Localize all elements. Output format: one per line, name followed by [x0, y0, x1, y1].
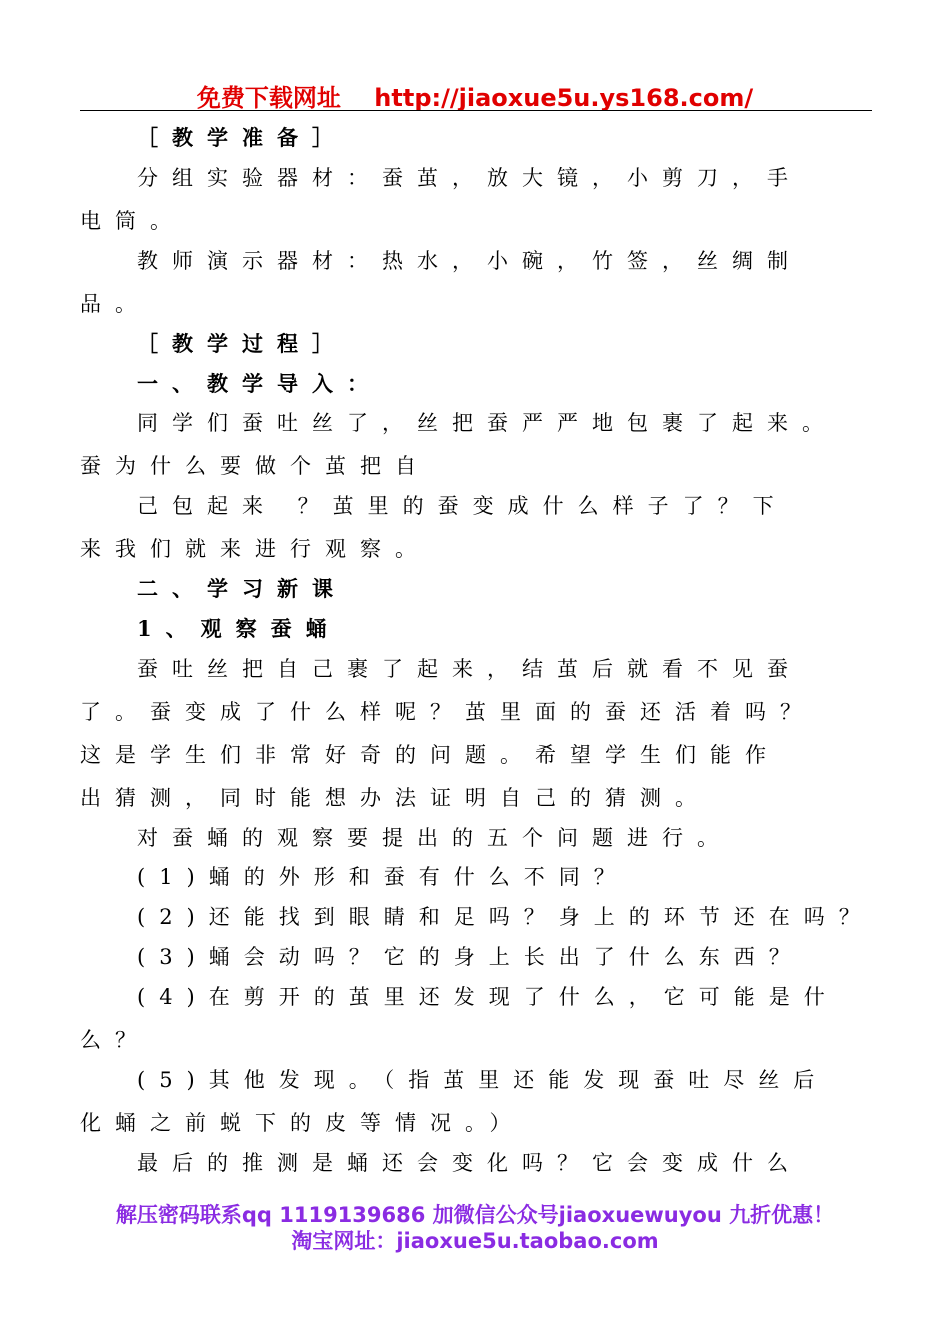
- text-line: 这是学生们非常好奇的问题。希望学生们能作: [80, 743, 780, 767]
- download-header: [0, 78, 950, 113]
- text-line: 教师演示器材：热水，小碗，竹签，丝绸制: [137, 249, 802, 273]
- question-5: (5)其他发现。（指茧里还能发现蚕吐尽丝后: [137, 1068, 829, 1092]
- text-line: 品。: [80, 292, 150, 316]
- text-line: 出猜测，同时能想办法证明自己的猜测。: [80, 786, 710, 810]
- text-line: 蚕为什么要做个茧把自: [80, 454, 430, 478]
- header-divider: [80, 110, 872, 111]
- text-line: 化蛹之前蜕下的皮等情况。）: [80, 1111, 525, 1135]
- question-2: (2)还能找到眼睛和足吗？身上的环节还在吗？: [137, 905, 874, 929]
- footer-taobao-link[interactable]: 淘宝网址：jiaoxue5u.taobao.com: [291, 1229, 659, 1253]
- text-line: 最后的推测是蛹还会变化吗？它会变成什么: [137, 1151, 802, 1175]
- subheading-introduction: 一、教学导入：: [137, 371, 382, 396]
- download-label: 免费下载网址: [196, 84, 341, 112]
- text-line: 分组实验器材：蚕茧，放大镜，小剪刀，手: [137, 166, 802, 190]
- text-line: 对蚕蛹的观察要提出的五个问题进行。: [137, 826, 732, 850]
- subheading-observe-pupa: 1、观察蚕蛹: [137, 616, 341, 641]
- question-1: (1)蛹的外形和蚕有什么不同？: [137, 865, 629, 889]
- text-line: 蚕吐丝把自己裹了起来，结茧后就看不见蚕: [137, 657, 802, 681]
- section-heading-preparation: ［教学准备］: [137, 125, 347, 150]
- footer-contact: 解压密码联系qq 1119139686 加微信公众号jiaoxuewuyou 九折优惠！: [115, 1203, 835, 1227]
- text-line: 么？: [80, 1028, 150, 1052]
- download-url-link[interactable]: http://jiaoxue5u.ys168.com/: [374, 84, 754, 112]
- text-line: 了。蚕变成了什么样呢？茧里面的蚕还活着吗？: [80, 700, 815, 724]
- text-line: 电筒。: [80, 209, 185, 233]
- question-3: (3)蛹会动吗？它的身上长出了什么东西？: [137, 945, 804, 969]
- question-4: (4)在剪开的茧里还发现了什么，它可能是什: [137, 985, 839, 1009]
- subheading-new-lesson: 二、学习新课: [137, 576, 347, 601]
- text-line: 来我们就来进行观察。: [80, 537, 430, 561]
- text-line: 己包起来 ？茧里的蚕变成什么样子了？下: [137, 494, 788, 518]
- text-line: 同学们蚕吐丝了，丝把蚕严严地包裹了起来。: [137, 411, 837, 435]
- section-heading-process: ［教学过程］: [137, 331, 347, 356]
